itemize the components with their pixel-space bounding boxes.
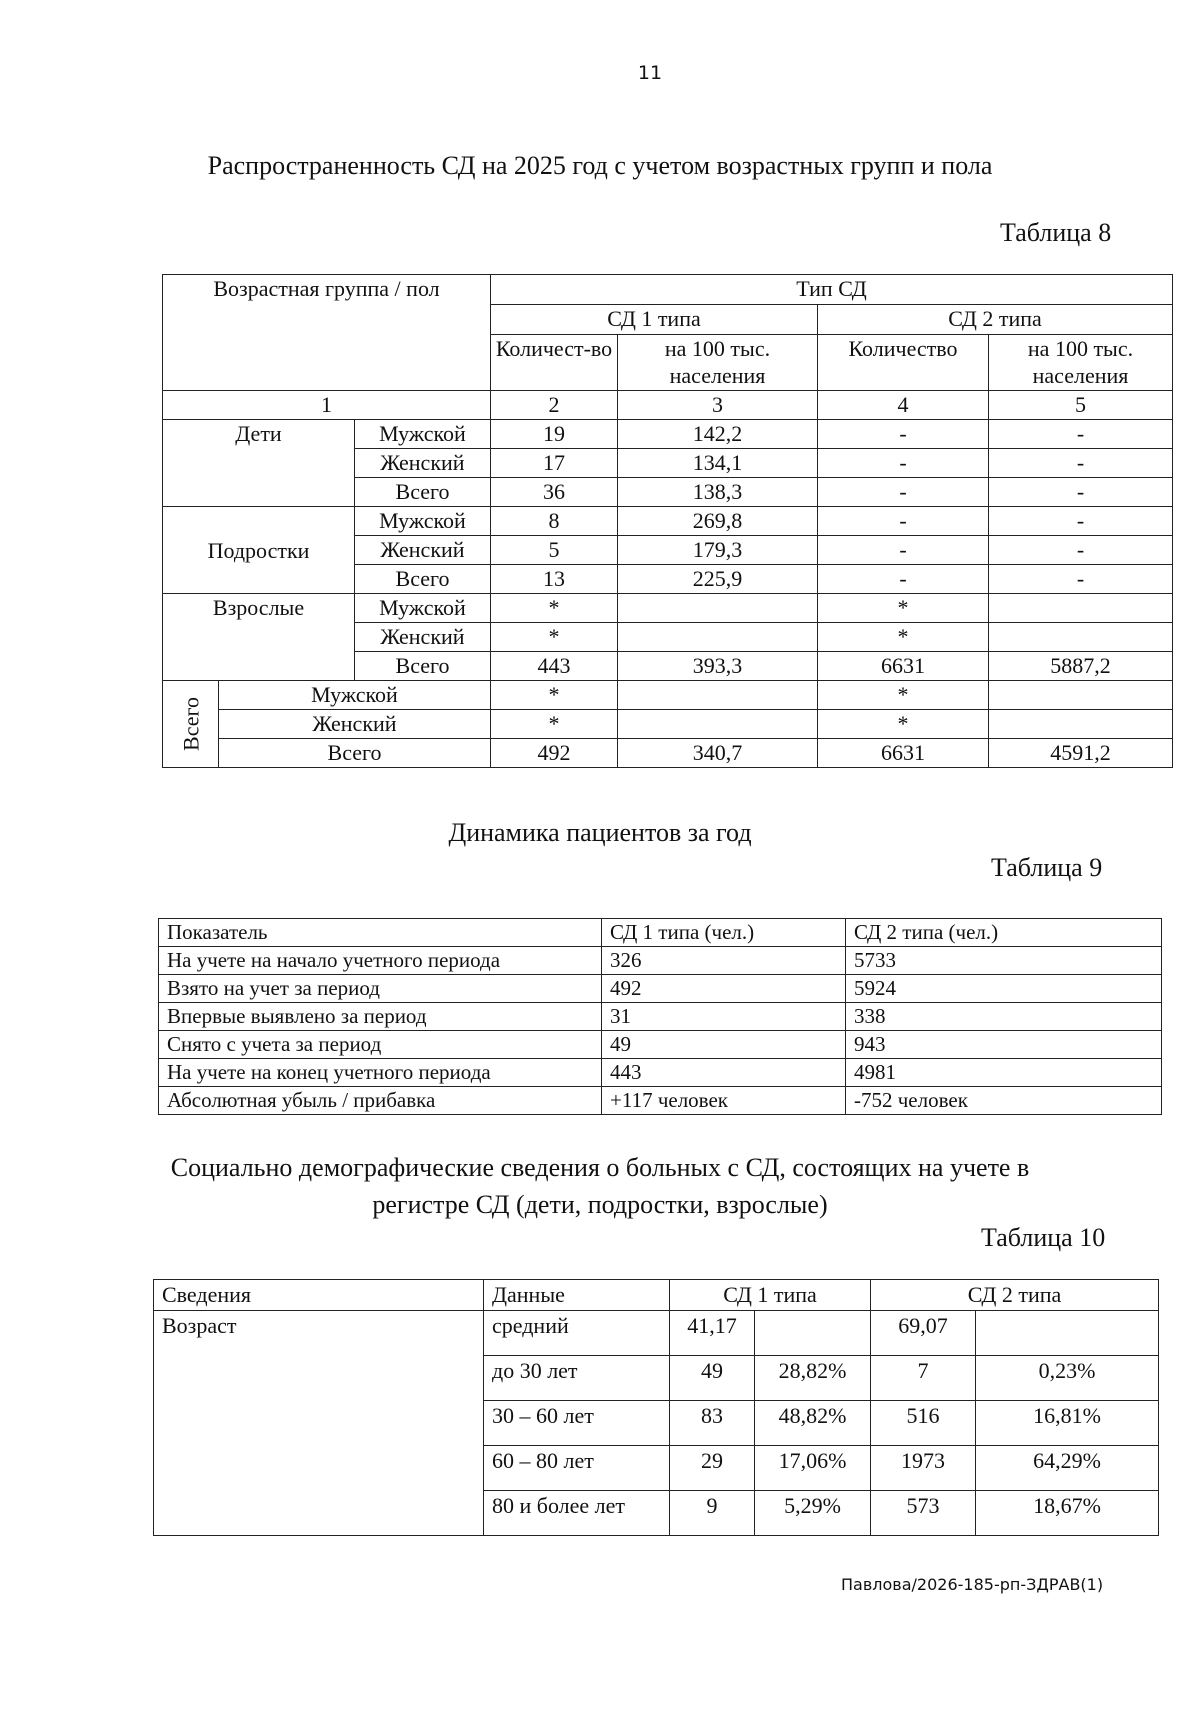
- t8-header-sd1: СД 1 типа: [491, 305, 818, 335]
- table10-title-line1: Социально демографические сведения о больных с СД, состоящих на учете в: [170, 1153, 1030, 1182]
- t8-header-qty1: Количест-во: [491, 335, 618, 391]
- table9-label: Таблица 9: [991, 853, 1103, 882]
- t10-cell: 29: [670, 1446, 755, 1491]
- t8-cell: *: [491, 623, 618, 652]
- t8-group-podrostki: Подростки: [163, 507, 355, 594]
- t8-cell: 4591,2: [989, 739, 1173, 768]
- t8-sex: Мужской: [355, 507, 491, 536]
- t8-cell: 269,8: [618, 507, 818, 536]
- t9-cell: +117 человек: [602, 1087, 846, 1115]
- t8-cell: [989, 623, 1173, 652]
- t10-cell: 69,07: [871, 1311, 976, 1356]
- t8-sex: Всего: [355, 478, 491, 507]
- table8-label: Таблица 8: [1000, 218, 1112, 247]
- t8-cell: 6631: [818, 652, 989, 681]
- t8-cell: 6631: [818, 739, 989, 768]
- t8-cell: *: [818, 623, 989, 652]
- t8-header-type: Тип СД: [491, 275, 1173, 305]
- t8-cell: 340,7: [618, 739, 818, 768]
- t8-cell: 225,9: [618, 565, 818, 594]
- t9-cell: Абсолютная убыль / прибавка: [159, 1087, 602, 1115]
- t8-cell: -: [989, 536, 1173, 565]
- t8-cell: 36: [491, 478, 618, 507]
- t10-header: СД 2 типа: [871, 1280, 1159, 1311]
- t8-colnum: 4: [818, 391, 989, 420]
- t10-cell: 48,82%: [755, 1401, 871, 1446]
- t8-cell: 19: [491, 420, 618, 449]
- t10-header: Сведения: [154, 1280, 484, 1311]
- t9-cell: 326: [602, 947, 846, 975]
- t9-cell: 4981: [846, 1059, 1162, 1087]
- t8-sex: Мужской: [219, 681, 491, 710]
- t10-cell: 60 – 80 лет: [484, 1446, 670, 1491]
- t8-cell: *: [491, 594, 618, 623]
- t9-cell: -752 человек: [846, 1087, 1162, 1115]
- t9-cell: 943: [846, 1031, 1162, 1059]
- t10-cell: 41,17: [670, 1311, 755, 1356]
- t9-cell: 31: [602, 1003, 846, 1031]
- t8-cell: -: [989, 565, 1173, 594]
- t8-colnum: 3: [618, 391, 818, 420]
- t10-cell: 17,06%: [755, 1446, 871, 1491]
- t8-cell: [989, 710, 1173, 739]
- page-number: 11: [637, 62, 663, 84]
- t10-cell: 7: [871, 1356, 976, 1401]
- t9-cell: Снято с учета за период: [159, 1031, 602, 1059]
- t8-cell: -: [818, 478, 989, 507]
- t8-cell: *: [818, 710, 989, 739]
- table-9: [158, 918, 1162, 1115]
- t9-cell: 443: [602, 1059, 846, 1087]
- t8-sex: Женский: [355, 623, 491, 652]
- t8-cell: -: [818, 507, 989, 536]
- t8-cell: 134,1: [618, 449, 818, 478]
- t8-group-vsego: [163, 681, 219, 768]
- t10-cell: 516: [871, 1401, 976, 1446]
- t8-group-vsego-label: Всего: [178, 697, 203, 751]
- t10-cell: 573: [871, 1491, 976, 1536]
- t10-cell: 80 и более лет: [484, 1491, 670, 1536]
- t8-cell: 179,3: [618, 536, 818, 565]
- t8-cell: [989, 681, 1173, 710]
- t9-cell: 5924: [846, 975, 1162, 1003]
- t8-cell: -: [818, 536, 989, 565]
- t9-cell: На учете на конец учетного периода: [159, 1059, 602, 1087]
- t10-cell: 9: [670, 1491, 755, 1536]
- document-footer-code: Павлова/2026-185-рп-ЗДРАВ(1): [841, 1575, 1104, 1594]
- t10-header: Данные: [484, 1280, 670, 1311]
- t9-cell: 5733: [846, 947, 1162, 975]
- t10-cell: 49: [670, 1356, 755, 1401]
- t10-cell: 16,81%: [976, 1401, 1159, 1446]
- t8-cell: 17: [491, 449, 618, 478]
- t8-cell: 492: [491, 739, 618, 768]
- t8-sex: Женский: [355, 536, 491, 565]
- t8-cell: 142,2: [618, 420, 818, 449]
- t10-cell: [755, 1311, 871, 1356]
- table-row: [159, 1087, 1162, 1115]
- table-row: [159, 975, 1162, 1003]
- t8-header-per2: на 100 тыс. населения: [989, 335, 1173, 391]
- t8-header-group: Возрастная группа / пол: [163, 275, 491, 391]
- t10-cell: 30 – 60 лет: [484, 1401, 670, 1446]
- t8-cell: [618, 710, 818, 739]
- t8-cell: 138,3: [618, 478, 818, 507]
- t8-cell: [618, 681, 818, 710]
- t8-cell: -: [989, 507, 1173, 536]
- t8-group-vzroslye: Взрослые: [163, 594, 355, 681]
- t8-header-per1: на 100 тыс. населения: [618, 335, 818, 391]
- table10-label: Таблица 10: [981, 1223, 1106, 1252]
- t9-cell: 49: [602, 1031, 846, 1059]
- t8-sex: Всего: [219, 739, 491, 768]
- table-10: [153, 1279, 1159, 1536]
- t8-cell: [989, 594, 1173, 623]
- table8-title: Распространенность СД на 2025 год с учетом возрастных групп и пола: [207, 151, 993, 180]
- table-row: [154, 1311, 1159, 1356]
- table-row: [159, 1059, 1162, 1087]
- t8-cell: -: [989, 449, 1173, 478]
- t8-colnum: 2: [491, 391, 618, 420]
- t8-cell: *: [818, 681, 989, 710]
- t8-header-qty2: Количество: [818, 335, 989, 391]
- table-row: [159, 1003, 1162, 1031]
- t8-cell: *: [818, 594, 989, 623]
- t9-cell: 492: [602, 975, 846, 1003]
- t8-sex: Мужской: [355, 420, 491, 449]
- t10-cell: 28,82%: [755, 1356, 871, 1401]
- t8-cell: [618, 623, 818, 652]
- table-8: [162, 274, 1173, 768]
- t8-cell: [618, 594, 818, 623]
- t8-cell: 8: [491, 507, 618, 536]
- t8-group-deti: Дети: [163, 420, 355, 507]
- t8-colnum: 1: [163, 391, 491, 420]
- t8-sex: Всего: [355, 652, 491, 681]
- t8-cell: 443: [491, 652, 618, 681]
- t8-cell: *: [491, 710, 618, 739]
- t8-cell: -: [818, 449, 989, 478]
- t8-cell: -: [989, 420, 1173, 449]
- t8-colnum: 5: [989, 391, 1173, 420]
- t8-header-sd2: СД 2 типа: [818, 305, 1173, 335]
- table-row: [159, 947, 1162, 975]
- t8-cell: 13: [491, 565, 618, 594]
- t8-cell: -: [818, 420, 989, 449]
- t9-cell: На учете на начало учетного периода: [159, 947, 602, 975]
- t8-cell: -: [989, 478, 1173, 507]
- t10-cell: 83: [670, 1401, 755, 1446]
- t8-cell: 5: [491, 536, 618, 565]
- t9-header: СД 2 типа (чел.): [846, 919, 1162, 947]
- t10-header: СД 1 типа: [670, 1280, 871, 1311]
- t9-header: СД 1 типа (чел.): [602, 919, 846, 947]
- t10-cell: 5,29%: [755, 1491, 871, 1536]
- t10-cell: 64,29%: [976, 1446, 1159, 1491]
- t8-cell: 5887,2: [989, 652, 1173, 681]
- t8-cell: -: [818, 565, 989, 594]
- t9-cell: 338: [846, 1003, 1162, 1031]
- t9-header: Показатель: [159, 919, 602, 947]
- t8-cell: *: [491, 681, 618, 710]
- t10-cell: 0,23%: [976, 1356, 1159, 1401]
- t10-cell: 18,67%: [976, 1491, 1159, 1536]
- t8-sex: Мужской: [355, 594, 491, 623]
- t10-cell: до 30 лет: [484, 1356, 670, 1401]
- t10-section-age: Возраст: [154, 1311, 484, 1536]
- table9-title: Динамика пациентов за год: [448, 818, 752, 847]
- t8-sex: Женский: [355, 449, 491, 478]
- t8-cell: 393,3: [618, 652, 818, 681]
- t9-cell: Впервые выявлено за период: [159, 1003, 602, 1031]
- table-row: [159, 1031, 1162, 1059]
- t8-sex: Всего: [355, 565, 491, 594]
- t10-cell: средний: [484, 1311, 670, 1356]
- t10-cell: [976, 1311, 1159, 1356]
- t10-cell: 1973: [871, 1446, 976, 1491]
- table10-title-line2: регистре СД (дети, подростки, взрослые): [372, 1190, 828, 1219]
- t8-sex: Женский: [219, 710, 491, 739]
- t9-cell: Взято на учет за период: [159, 975, 602, 1003]
